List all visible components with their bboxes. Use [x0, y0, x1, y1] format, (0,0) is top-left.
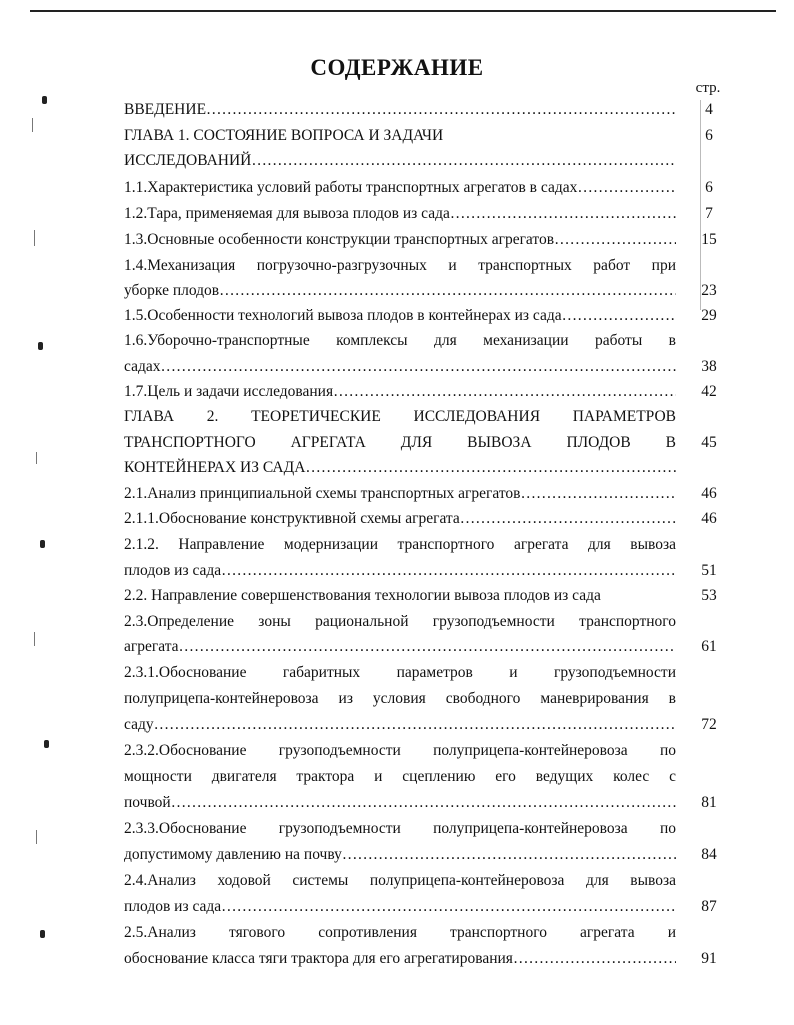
toc-entry-line: 2.3.3.Обоснование грузоподъемности полуприцепа-контейнеровоза по — [124, 820, 676, 837]
toc-entry-line — [124, 382, 676, 402]
toc-entry-text: плодов из сада — [124, 562, 222, 579]
top-border-line — [30, 10, 776, 12]
dot-leader — [342, 845, 676, 865]
toc-page-number: 81 — [701, 794, 717, 811]
toc-page-number: 72 — [701, 716, 717, 733]
toc-page-number: 87 — [701, 898, 717, 915]
toc-entry-text: 2.1.1.Обоснование конструктивной схемы агрегата — [124, 510, 460, 527]
toc-entry-line: 2.2. Направление совершенствования технологии вывоза плодов из сада — [124, 587, 601, 604]
dot-leader — [221, 561, 676, 581]
toc-page-number: 84 — [701, 846, 717, 863]
toc-entry-text: допустимому давлению на почву — [124, 846, 342, 863]
toc-entry-line: 2.4.Анализ ходовой системы полуприцепа-контейнеровоза для вывоза — [124, 872, 676, 889]
toc-entry-text: КОНТЕЙНЕРАХ ИЗ САДА — [124, 459, 306, 476]
page-column-header: стр. — [695, 80, 721, 96]
dot-leader — [554, 230, 676, 250]
toc-entry-line — [124, 151, 676, 171]
dot-leader — [160, 357, 676, 377]
toc-page-number: 7 — [705, 205, 713, 222]
scan-speck — [36, 830, 37, 844]
dot-leader — [460, 509, 676, 529]
toc-entry-line — [124, 458, 676, 478]
toc-page-number: 15 — [701, 231, 717, 248]
toc-page-number: 42 — [701, 383, 717, 400]
toc-entry-line: 1.6.Уборочно-транспортные комплексы для механизации работы в — [124, 332, 676, 349]
toc-entry-line — [124, 949, 676, 969]
scan-speck — [34, 230, 35, 246]
toc-page-number: 46 — [701, 485, 717, 502]
toc-entry-line — [124, 281, 676, 301]
toc-entry-line: мощности двигателя трактора и сцеплению его ведущих колес с — [124, 768, 676, 785]
toc-entry-line: 2.3.Определение зоны рациональной грузоподъемности транспортного — [124, 613, 676, 630]
toc-entry-line: ТРАНСПОРТНОГО АГРЕГАТА ДЛЯ ВЫВОЗА ПЛОДОВ В — [124, 434, 676, 451]
toc-page-number: 45 — [701, 434, 717, 451]
dot-leader — [179, 637, 676, 657]
toc-entry-text: 1.5.Особенности технологий вывоза плодов в контейнерах из сада — [124, 307, 562, 324]
toc-entry-line — [124, 715, 676, 735]
toc-entry-text: садах — [124, 358, 161, 375]
toc-entry-line — [124, 509, 676, 529]
scan-speck — [44, 740, 49, 748]
scan-speck — [38, 342, 43, 350]
toc-entry-line: 2.3.2.Обоснование грузоподъемности полуприцепа-контейнеровоза по — [124, 742, 676, 759]
toc-entry-line — [124, 230, 676, 250]
toc-entry-line — [124, 897, 676, 917]
scan-speck — [40, 540, 45, 548]
toc-entry-line — [124, 178, 676, 198]
dot-leader — [154, 715, 676, 735]
toc-entry-text: почвой — [124, 794, 171, 811]
toc-entry-line — [124, 637, 676, 657]
scan-speck — [42, 96, 47, 104]
toc-entry-line — [124, 204, 676, 224]
dot-leader — [219, 281, 676, 301]
toc-page-number: 29 — [701, 307, 717, 324]
toc-entry-text: 1.7.Цель и задачи исследования — [124, 383, 334, 400]
toc-entry-line — [124, 100, 676, 120]
toc-page-number: 23 — [701, 282, 717, 299]
toc-entry-text: обоснование класса тяги трактора для его агрегатирования — [124, 950, 513, 967]
dot-leader — [251, 151, 676, 171]
toc-entry-text: ИССЛЕДОВАНИЙ — [124, 152, 252, 169]
toc-entry-text: 2.1.Анализ принципиальной схемы транспортных агрегатов — [124, 485, 521, 502]
toc-entry-text: 1.2.Тара, применяемая для вывоза плодов из сада — [124, 205, 450, 222]
toc-entry-line — [124, 793, 676, 813]
dot-leader — [450, 204, 676, 224]
toc-entry-line: 2.1.2. Направление модернизации транспортного агрегата для вывоза — [124, 536, 676, 553]
toc-entry-text: агрегата — [124, 638, 179, 655]
toc-entry-line — [124, 357, 676, 377]
toc-entry-line — [124, 561, 676, 581]
toc-page-number: 6 — [705, 127, 713, 144]
toc-page-number: 6 — [705, 179, 713, 196]
toc-entry-line: ГЛАВА 1. СОСТОЯНИЕ ВОПРОСА И ЗАДАЧИ — [124, 127, 444, 144]
toc-entry-line: 2.3.1.Обоснование габаритных параметров и грузоподъемности — [124, 664, 676, 681]
toc-entry-line: ГЛАВА 2. ТЕОРЕТИЧЕСКИЕ ИССЛЕДОВАНИЯ ПАРАМЕТРОВ — [124, 408, 676, 425]
toc-entry-line: полуприцепа-контейнеровоза из условия свободного маневрирования в — [124, 690, 676, 707]
dot-leader — [513, 949, 676, 969]
toc-page-number: 38 — [701, 358, 717, 375]
toc-page-number: 46 — [701, 510, 717, 527]
dot-leader — [562, 306, 676, 326]
toc-entry-line — [124, 484, 676, 504]
dot-leader — [221, 897, 676, 917]
toc-entry-text: уборке плодов — [124, 282, 220, 299]
dot-leader — [333, 382, 676, 402]
toc-page-number: 61 — [701, 638, 717, 655]
scan-speck — [36, 452, 37, 464]
toc-entry-text: 1.3.Основные особенности конструкции транспортных агрегатов — [124, 231, 555, 248]
dot-leader — [520, 484, 676, 504]
toc-page-number: 51 — [701, 562, 717, 579]
dot-leader — [206, 100, 676, 120]
scan-speck — [32, 118, 33, 132]
toc-entry-text: саду — [124, 716, 154, 733]
toc-entry-line — [124, 845, 676, 865]
toc-page-number: 4 — [705, 101, 713, 118]
scan-speck — [40, 930, 45, 938]
toc-entry-line — [124, 306, 676, 326]
scan-speck — [34, 632, 35, 646]
toc-entry-text: плодов из сада — [124, 898, 222, 915]
dot-leader — [577, 178, 676, 198]
toc-entry-line: 1.4.Механизация погрузочно-разгрузочных и транспортных работ при — [124, 257, 676, 274]
toc-page-number: 91 — [701, 950, 717, 967]
dot-leader — [171, 793, 676, 813]
toc-page-number: 53 — [701, 587, 717, 604]
dot-leader — [305, 458, 676, 478]
toc-entry-line: 2.5.Анализ тягового сопротивления транспортного агрегата и — [124, 924, 676, 941]
toc-entry-text: 1.1.Характеристика условий работы транспортных агрегатов в садах — [124, 179, 578, 196]
toc-entry-text: ВВЕДЕНИЕ — [124, 101, 207, 118]
page-title: СОДЕРЖАНИЕ — [310, 55, 484, 80]
